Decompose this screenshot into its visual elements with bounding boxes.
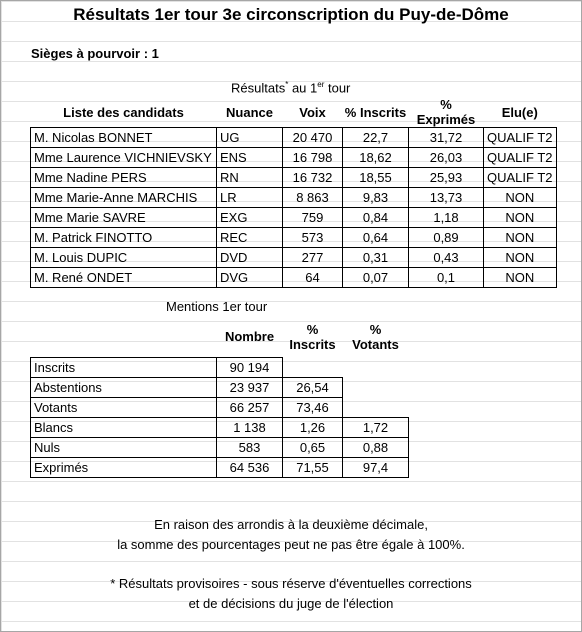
- pct-inscrits: 9,83: [343, 188, 409, 208]
- mention-nombre: 64 536: [217, 457, 283, 477]
- rounding-note: [1, 515, 581, 555]
- candidates-table: [30, 97, 557, 288]
- mention-label: Blancs: [31, 417, 217, 437]
- mention-pct-votants: [343, 377, 409, 397]
- voix: 277: [283, 248, 343, 268]
- table-row: [31, 248, 557, 268]
- candidate-name: M. Louis DUPIC: [31, 248, 217, 268]
- pct-exprimes: 25,93: [409, 168, 484, 188]
- rounding-note-line: la somme des pourcentages peut ne pas être égale à 100%.: [117, 537, 465, 552]
- pct-inscrits: 22,7: [343, 128, 409, 148]
- pct-inscrits: 0,31: [343, 248, 409, 268]
- table-row: [31, 168, 557, 188]
- nuance: EXG: [217, 208, 283, 228]
- table-row: [31, 437, 409, 457]
- nuance: RN: [217, 168, 283, 188]
- pct-sign: %: [369, 322, 382, 337]
- voix: 20 470: [283, 128, 343, 148]
- results-header-sup: er: [317, 80, 325, 89]
- candidate-name: M. Patrick FINOTTO: [31, 228, 217, 248]
- voix: 64: [283, 268, 343, 288]
- voix: 8 863: [283, 188, 343, 208]
- mention-nombre: 90 194: [217, 357, 283, 377]
- table-row: [31, 188, 557, 208]
- mention-label: Nuls: [31, 437, 217, 457]
- elu-status: NON: [484, 228, 557, 248]
- pct-inscrits: 0,84: [343, 208, 409, 228]
- mention-pct-votants: 0,88: [343, 437, 409, 457]
- col-header-pct-exprimes: % Exprimés: [416, 97, 476, 127]
- mention-nombre: 1 138: [217, 417, 283, 437]
- pct-inscrits: 18,55: [343, 168, 409, 188]
- mention-pct-votants: [343, 397, 409, 417]
- col-header-pct-inscrits: % Inscrits: [344, 104, 407, 120]
- nuance: ENS: [217, 148, 283, 168]
- table-row: [31, 208, 557, 228]
- candidate-name: Mme Marie SAVRE: [31, 208, 217, 228]
- mention-pct-inscrits: 26,54: [283, 377, 343, 397]
- elu-status: QUALIF T2: [484, 168, 557, 188]
- mention-pct-votants: 1,72: [343, 417, 409, 437]
- voix: 759: [283, 208, 343, 228]
- elu-status: NON: [484, 208, 557, 228]
- pct-exprimes: 0,89: [409, 228, 484, 248]
- mention-label: Exprimés: [31, 457, 217, 477]
- results-header-prefix: Résultats: [231, 80, 286, 96]
- mention-nombre: 66 257: [217, 397, 283, 417]
- results-header-star: *: [285, 80, 289, 89]
- mention-label: Abstentions: [31, 377, 217, 397]
- pct-inscrits: 0,07: [343, 268, 409, 288]
- elu-status: QUALIF T2: [484, 128, 557, 148]
- candidate-name: Mme Laurence VICHNIEVSKY: [31, 148, 217, 168]
- candidate-name: Mme Nadine PERS: [31, 168, 217, 188]
- pct-inscrits: 0,64: [343, 228, 409, 248]
- nuance: DVD: [217, 248, 283, 268]
- page-title: Résultats 1er tour 3e circonscription du Puy-de-Dôme: [73, 5, 509, 24]
- col-header-pct-inscrits-m: [283, 317, 343, 357]
- elu-status: NON: [484, 268, 557, 288]
- mention-pct-inscrits: 0,65: [283, 437, 343, 457]
- pct-exprimes: 0,1: [409, 268, 484, 288]
- pct-exprimes: 1,18: [409, 208, 484, 228]
- mention-pct-inscrits: 73,46: [283, 397, 343, 417]
- mentions-header: Mentions 1er tour: [166, 299, 268, 314]
- voix: 573: [283, 228, 343, 248]
- candidate-name: M. Nicolas BONNET: [31, 128, 217, 148]
- mention-pct-inscrits: [283, 357, 343, 377]
- votants-word: Votants: [352, 337, 399, 352]
- nuance: DVG: [217, 268, 283, 288]
- pct-exprimes: 31,72: [409, 128, 484, 148]
- nuance: REC: [217, 228, 283, 248]
- col-header-nuance: Nuance: [226, 104, 273, 120]
- candidates-body: [31, 128, 557, 288]
- col-header-elu: Elu(e): [501, 104, 538, 120]
- mentions-table: [30, 317, 409, 478]
- rounding-note-line: En raison des arrondis à la deuxième décimale,: [154, 517, 428, 532]
- pct-exprimes: 26,03: [409, 148, 484, 168]
- nuance: UG: [217, 128, 283, 148]
- mention-nombre: 23 937: [217, 377, 283, 397]
- candidate-name: Mme Marie-Anne MARCHIS: [31, 188, 217, 208]
- candidate-name: M. René ONDET: [31, 268, 217, 288]
- provisional-note: [1, 574, 581, 614]
- mentions-header-blank: [31, 317, 217, 357]
- inscrits-word: Inscrits: [289, 337, 336, 352]
- pct-inscrits: 18,62: [343, 148, 409, 168]
- col-header-candidates: Liste des candidats: [63, 104, 184, 120]
- results-header-suffix: tour: [324, 80, 351, 96]
- table-row: [31, 228, 557, 248]
- mention-nombre: 583: [217, 437, 283, 457]
- pct-exprimes: 0,43: [409, 248, 484, 268]
- mention-pct-inscrits: 71,55: [283, 457, 343, 477]
- table-row: [31, 397, 409, 417]
- elu-status: QUALIF T2: [484, 148, 557, 168]
- table-row: [31, 128, 557, 148]
- table-row: [31, 148, 557, 168]
- mention-pct-votants: [343, 357, 409, 377]
- mention-pct-votants: 97,4: [343, 457, 409, 477]
- pct-sign: %: [306, 322, 319, 337]
- provisional-note-line: * Résultats provisoires - sous réserve d'éventuelles corrections: [110, 576, 472, 591]
- seats-label: Sièges à pourvoir : 1: [31, 46, 159, 61]
- mentions-body: [31, 357, 409, 477]
- elu-status: NON: [484, 248, 557, 268]
- col-header-pct-votants: [343, 317, 409, 357]
- results-header: [231, 80, 350, 95]
- table-row: [31, 457, 409, 477]
- results-header-middle: au 1: [288, 80, 318, 96]
- voix: 16 732: [283, 168, 343, 188]
- voix: 16 798: [283, 148, 343, 168]
- mentions-header-row: [31, 317, 409, 357]
- table-row: [31, 357, 409, 377]
- mention-label: Votants: [31, 397, 217, 417]
- mention-pct-inscrits: 1,26: [283, 417, 343, 437]
- table-row: [31, 377, 409, 397]
- col-header-nombre: Nombre: [224, 329, 275, 345]
- col-header-voix: Voix: [299, 104, 326, 120]
- elu-status: NON: [484, 188, 557, 208]
- table-row: [31, 268, 557, 288]
- candidates-header-row: [31, 97, 557, 128]
- provisional-note-line: et de décisions du juge de l'élection: [188, 596, 394, 611]
- mention-label: Inscrits: [31, 357, 217, 377]
- table-row: [31, 417, 409, 437]
- pct-exprimes: 13,73: [409, 188, 484, 208]
- nuance: LR: [217, 188, 283, 208]
